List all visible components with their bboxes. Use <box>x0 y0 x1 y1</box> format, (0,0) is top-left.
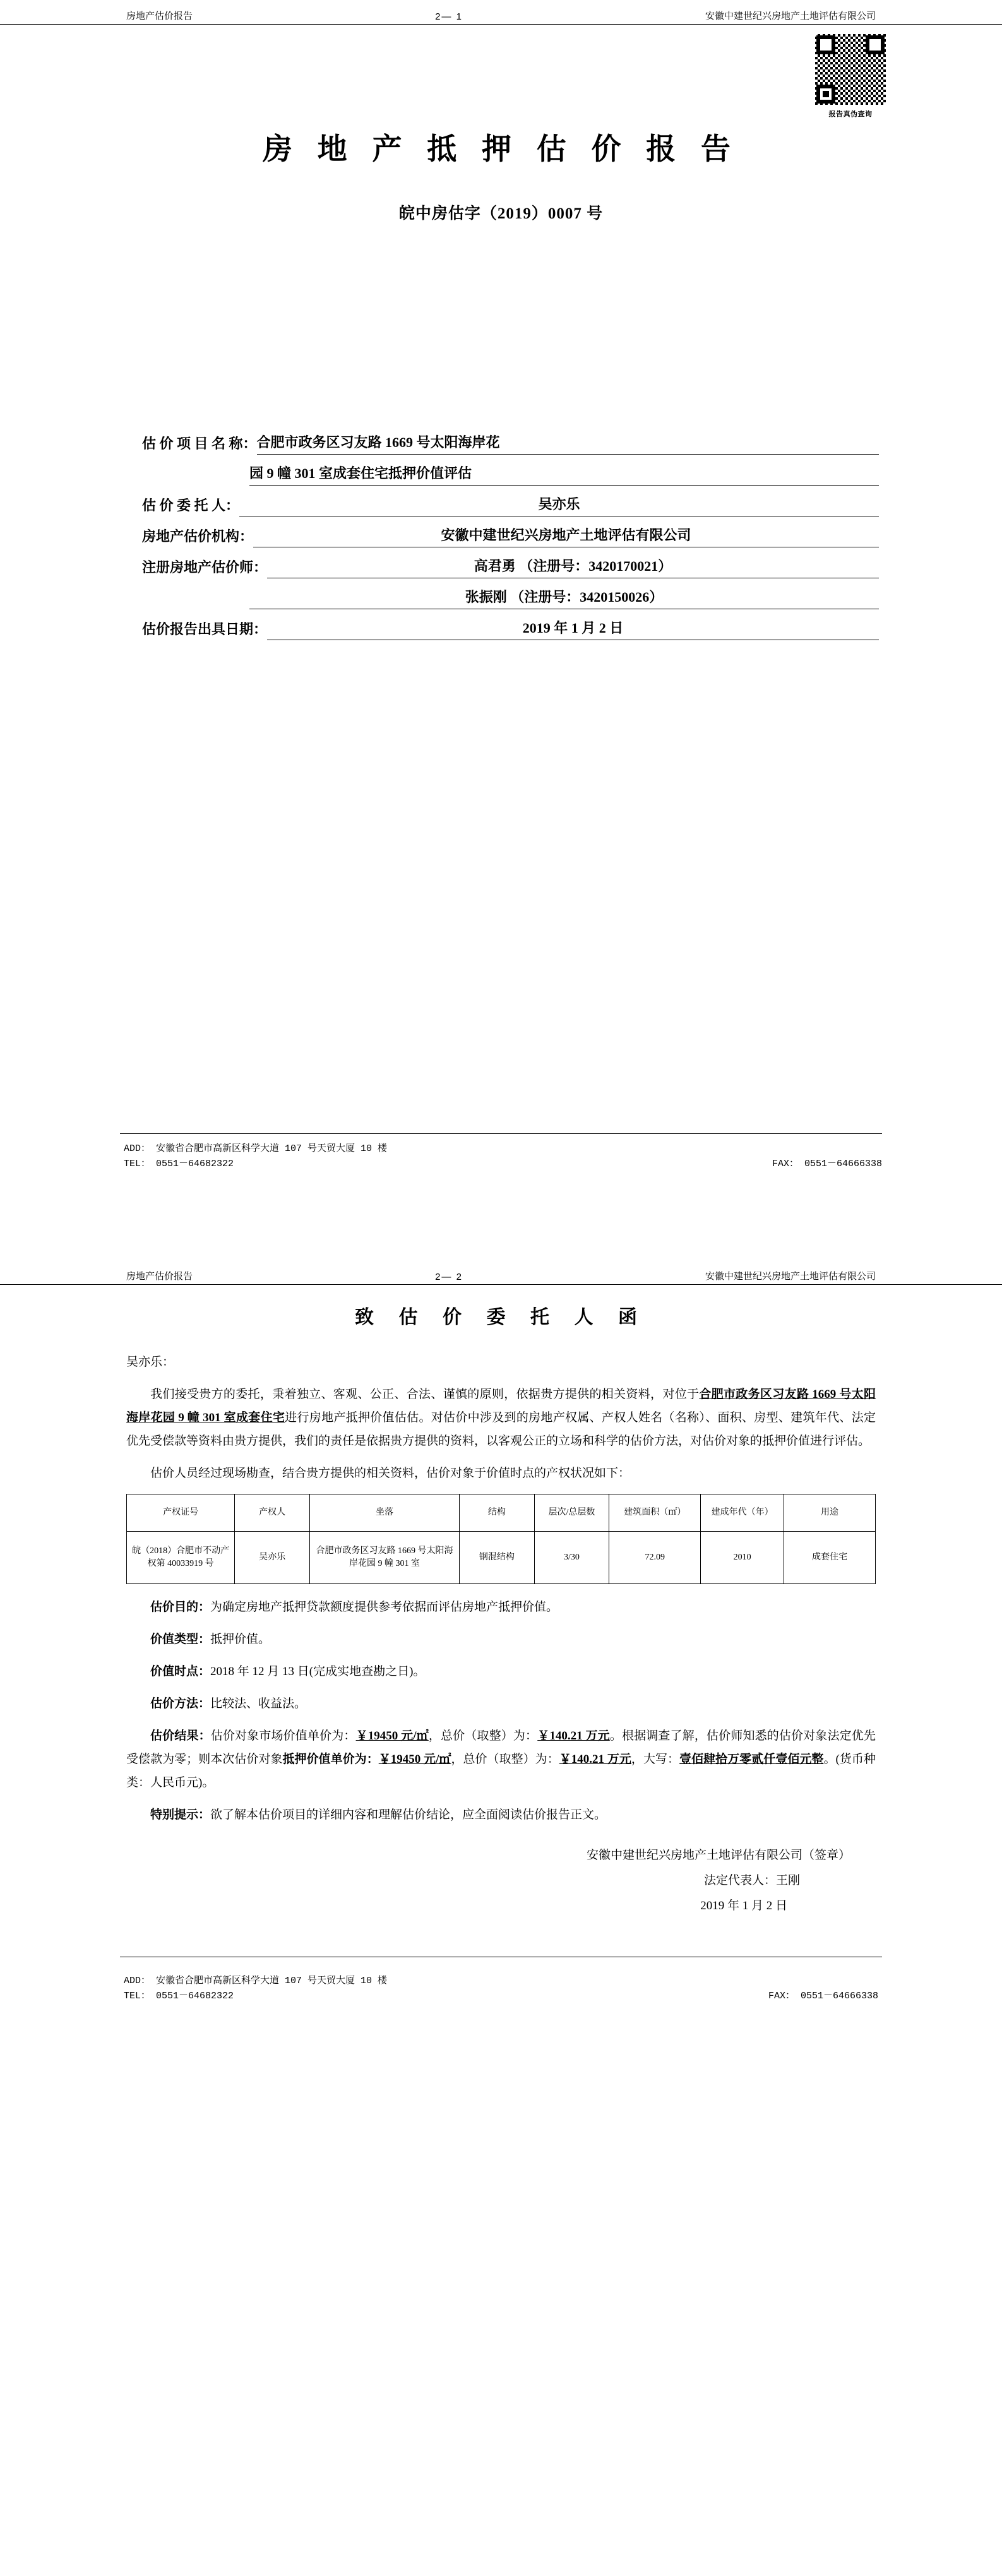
letter-salutation: 吴亦乐： <box>126 1356 175 1369</box>
running-header-page-number-2: 2— 2 <box>435 1272 463 1282</box>
field-project-name-label: 估 价 项 目 名 称： <box>142 436 257 451</box>
item-result <box>126 1724 876 1794</box>
page-1 <box>0 0 1002 1263</box>
item-value-date-label: 价值时点： <box>150 1665 211 1678</box>
field-appraiser-value[interactable]: 高君勇 （注册号：3420170021） <box>267 556 879 578</box>
item-method <box>126 1692 876 1715</box>
item-value-date <box>126 1660 876 1683</box>
td-usage: 成套住宅 <box>784 1532 875 1584</box>
property-table <box>126 1494 876 1584</box>
field-project-name <box>142 432 879 455</box>
td-structure: 钢混结构 <box>460 1532 535 1584</box>
field-project-name-value[interactable]: 合肥市政务区习友路 1669 号太阳海岸花 <box>257 432 879 455</box>
footer-divider-page1 <box>120 1133 882 1134</box>
item-result-b: ，总价（取整）为： <box>428 1729 538 1743</box>
item-result-a: 估价对象市场价值单价为： <box>210 1729 356 1743</box>
field-agency <box>142 525 879 547</box>
td-location: 合肥市政务区习友路 1669 号太阳海岸花园 9 幢 301 室 <box>309 1532 459 1584</box>
item-value-type-text: 抵押价值。 <box>210 1633 271 1646</box>
td-owner: 吴亦乐 <box>235 1532 310 1584</box>
signature-block <box>126 1843 876 1919</box>
td-area: 72.09 <box>609 1532 701 1584</box>
page-2 <box>0 1263 1002 2004</box>
item-purpose <box>126 1595 876 1619</box>
item-mortgage-tail: 。(货币种类：人民币元)。 <box>126 1753 876 1789</box>
item-purpose-text: 为确定房地产抵押贷款额度提供参考依据而评估房地产抵押价值。 <box>210 1601 559 1614</box>
signature-company: 安徽中建世纪兴房地产土地评估有限公司（签章） <box>586 1849 850 1862</box>
item-method-text: 比较法、收益法。 <box>210 1697 307 1710</box>
letter-paragraph-1 <box>126 1383 876 1453</box>
field-appraiser-label: 注册房地产估价师： <box>142 559 268 575</box>
item-value-date-text: 2018 年 12 月 13 日(完成实地查勘之日)。 <box>210 1665 426 1678</box>
running-header-right-2: 安徽中建世纪兴房地产土地评估有限公司 <box>705 1271 876 1282</box>
letter-p1-property: 合肥市政务区习友路 1669 号太阳海岸花园 9 幢 301 室成套住宅 <box>126 1388 876 1424</box>
running-header-right: 安徽中建世纪兴房地产土地评估有限公司 <box>705 11 876 21</box>
running-header-left: 房地产估价报告 <box>126 11 193 21</box>
footer-contact-page2 <box>0 1966 1002 2004</box>
running-header-left-2: 房地产估价报告 <box>126 1271 193 1282</box>
th-floor: 层次/总层数 <box>534 1494 609 1532</box>
signature-legal-rep: 法定代表人：王刚 <box>703 1874 800 1887</box>
report-number: 皖中房估字（2019）0007 号 <box>398 205 604 222</box>
item-mortgage-cap-label: ，大写： <box>631 1753 680 1766</box>
item-notice <box>126 1803 876 1827</box>
item-result-label: 估价结果： <box>150 1729 211 1743</box>
running-header-page1 <box>0 9 1002 25</box>
field-issue-date <box>142 617 879 640</box>
th-structure: 结构 <box>460 1494 535 1532</box>
item-result-total-price: ￥140.21 万元 <box>537 1729 610 1743</box>
item-mortgage-unit-price: ￥19450 元/㎡ <box>378 1753 451 1766</box>
item-value-type <box>126 1628 876 1651</box>
item-result-c: 。根据调查了解，估价师知悉的估价对象法定优先受偿款为零；则本次估价对象 <box>126 1729 876 1766</box>
letter-title: 致 估 价 委 托 人 函 <box>355 1307 647 1328</box>
item-mortgage-label: 抵押价值单价为： <box>282 1753 379 1766</box>
item-mortgage-mid: ，总价（取整）为： <box>451 1753 559 1766</box>
table-row <box>127 1532 876 1584</box>
th-year: 建成年代（年） <box>701 1494 784 1532</box>
qr-code-block <box>809 33 892 119</box>
td-floor: 3/30 <box>534 1532 609 1584</box>
footer-address-page1: ADD： 安徽省合肥市高新区科学大道 107 号天贸大厦 10 楼 <box>124 1143 388 1154</box>
field-agency-value[interactable]: 安徽中建世纪兴房地产土地评估有限公司 <box>253 525 879 547</box>
letter-body <box>0 1351 1002 1919</box>
footer-fax-page2: FAX： 0551－64666338 <box>768 1991 878 2001</box>
th-owner: 产权人 <box>235 1494 310 1532</box>
item-purpose-label: 估价目的： <box>150 1601 211 1614</box>
field-appraiser <box>142 556 879 578</box>
field-issue-date-value[interactable]: 2019 年 1 月 2 日 <box>267 617 879 640</box>
footer-address-page2: ADD： 安徽省合肥市高新区科学大道 107 号天贸大厦 10 楼 <box>124 1976 388 1986</box>
footer-fax-page1: FAX： 0551－64666338 <box>772 1159 882 1169</box>
footer-tel-page1: TEL： 0551－64682322 <box>124 1159 234 1169</box>
field-project-name-cont <box>142 463 879 486</box>
signature-date: 2019 年 1 月 2 日 <box>700 1899 787 1912</box>
field-agency-label: 房地产估价机构： <box>142 528 254 544</box>
field-client-value[interactable]: 吴亦乐 <box>239 494 879 516</box>
td-year: 2010 <box>701 1532 784 1584</box>
item-value-type-label: 价值类型： <box>150 1633 211 1646</box>
th-location: 坐落 <box>309 1494 459 1532</box>
item-method-label: 估价方法： <box>150 1697 211 1710</box>
item-mortgage-capital-amount: 壹佰肆拾万零贰仟壹佰元整 <box>679 1753 824 1766</box>
th-cert-no: 产权证号 <box>127 1494 235 1532</box>
table-header-row <box>127 1494 876 1532</box>
th-area: 建筑面积（㎡） <box>609 1494 701 1532</box>
letter-p1-part-b: 进行房地产抵押价值估估。对估价中涉及到的房地产权属、产权人姓名（名称）、面积、房型、建筑年代、法定优先受偿款等资料由贵方提供，我们的责任是依据贵方提供的资料，以客观公正的立场和科学的估价方法，对估价对象的抵押价值进行评估。 <box>126 1411 876 1448</box>
item-result-unit-price: ￥19450 元/㎡ <box>355 1729 429 1743</box>
running-header-page-number: 2— 1 <box>435 11 463 22</box>
running-header-page2 <box>0 1269 1002 1285</box>
field-issue-date-label: 估价报告出具日期： <box>142 621 268 637</box>
cover-fields <box>0 432 1002 640</box>
footer-tel-page2: TEL： 0551－64682322 <box>124 1991 234 2001</box>
page-title: 房 地 产 抵 押 估 价 报 告 <box>263 133 739 166</box>
item-notice-label: 特别提示： <box>150 1808 211 1822</box>
field-project-name-value-2[interactable]: 园 9 幢 301 室成套住宅抵押价值评估 <box>249 463 879 486</box>
field-appraiser-cont <box>142 587 879 609</box>
td-cert-no: 皖（2018）合肥市不动产权第 40033919 号 <box>127 1532 235 1584</box>
item-mortgage-total-price: ￥140.21 万元 <box>559 1753 631 1766</box>
field-appraiser-value-2[interactable]: 张振刚 （注册号：3420150026） <box>249 587 879 609</box>
field-client-label: 估 价 委 托 人： <box>142 498 240 513</box>
letter-p1-part-a: 我们接受贵方的委托，秉着独立、客观、公正、合法、谨慎的原则，依据贵方提供的相关资料，对位于 <box>150 1388 700 1401</box>
qr-code-icon[interactable] <box>814 33 887 106</box>
letter-paragraph-2: 估价人员经过现场勘查，结合贵方提供的相关资料，估价对象于价值时点的产权状况如下： <box>150 1467 631 1480</box>
item-notice-text: 欲了解本估价项目的详细内容和理解估价结论，应全面阅读估价报告正文。 <box>210 1808 607 1822</box>
qr-caption: 报告真伪查询 <box>828 110 873 118</box>
th-usage: 用途 <box>784 1494 875 1532</box>
footer-contact-page1 <box>124 1142 882 1172</box>
field-client <box>142 494 879 516</box>
